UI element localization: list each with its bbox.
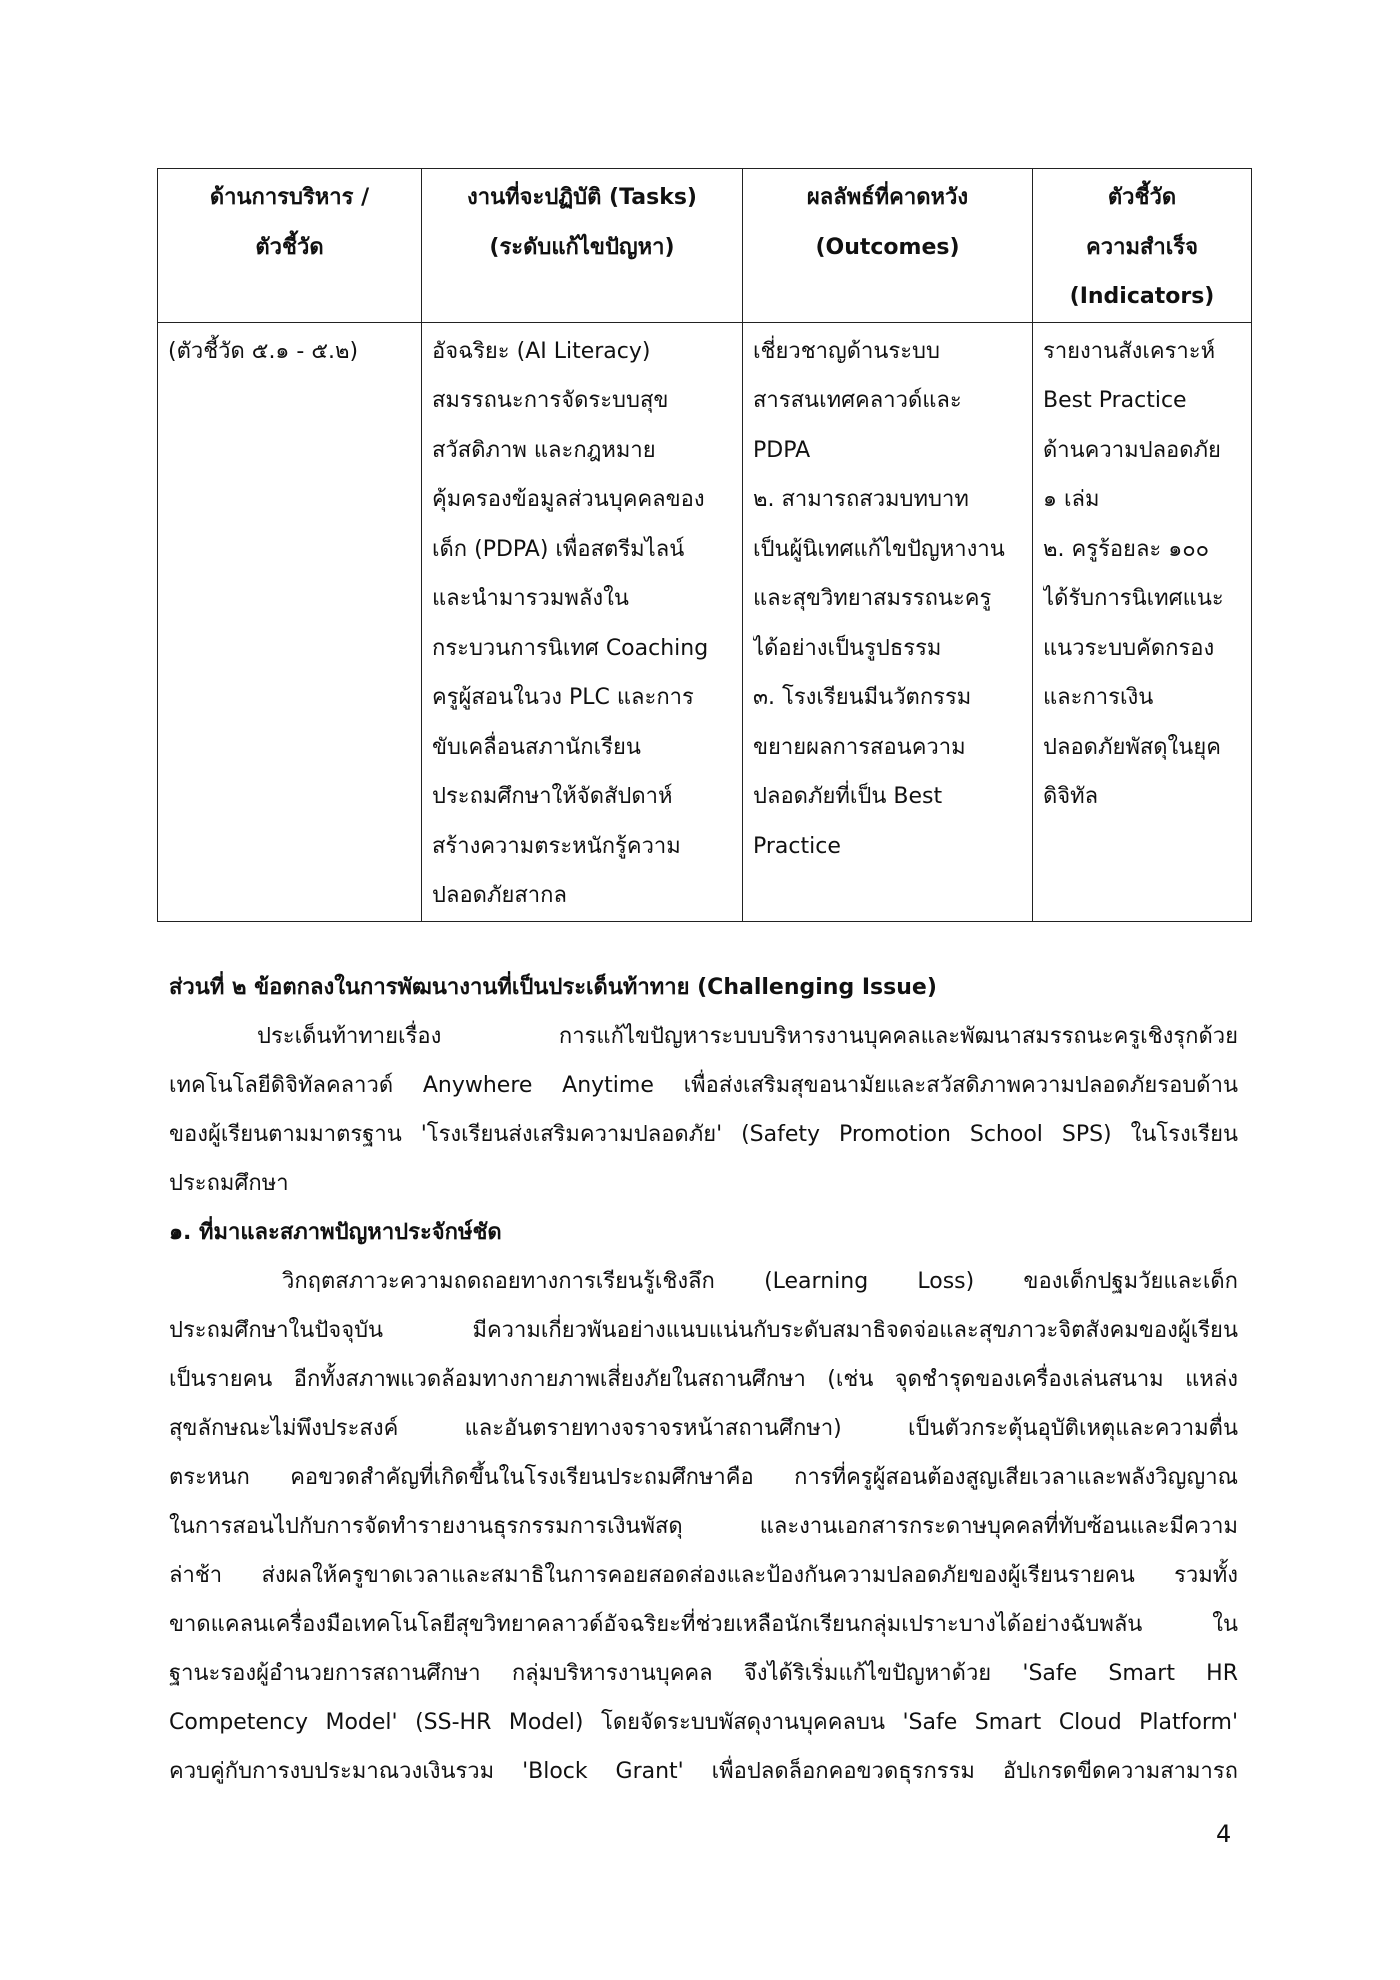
cell-text-line: เชี่ยวชาญด้านระบบ bbox=[753, 338, 940, 364]
subsection-1-line: ตระหนก คอขวดสำคัญที่เกิดขึ้นในโรงเรียนประถมศึกษาคือ การที่ครูผู้สอนต้องสูญเสียเวลาและพลังวิญญาณ bbox=[169, 1465, 1238, 1490]
subsection-1-line: เป็นรายคน อีกทั้งสภาพแวดล้อมทางกายภาพเสี่ยงภัยในสถานศึกษา (เช่น จุดชำรุดของเครื่องเล่นสนาม แหล่ง bbox=[169, 1367, 1238, 1392]
header-cell-outcomes bbox=[743, 169, 1033, 323]
cell-text-line: สารสนเทศคลาวด์และ bbox=[753, 388, 962, 413]
cell-text-line: ตัวชี้วัด bbox=[255, 234, 324, 260]
cell-text-line: แนวระบบคัดกรอง bbox=[1043, 635, 1215, 661]
cell-text-line: ตัวชี้วัด bbox=[1107, 185, 1177, 210]
subsection-1-line: วิกฤตสภาวะความถดถอยทางการเรียนรู้เชิงลึก (Learning Loss) ของเด็กปฐมวัยและเด็ก bbox=[282, 1269, 1238, 1294]
cell-text-line: สร้างความตระหนักรู้ความ bbox=[432, 833, 681, 859]
subsection-1-line: สุขลักษณะไม่พึงประสงค์ และอันตรายทางจราจรหน้าสถานศึกษา) เป็นตัวกระตุ้นอุบัติเหตุและความตื่น bbox=[169, 1416, 1238, 1441]
section-2-line: เทคโนโลยีดิจิทัลคลาวด์ Anywhere Anytime เพื่อส่งเสริมสุขอนามัยและสวัสดิภาพความปลอดภัยรอบด้าน bbox=[169, 1073, 1238, 1098]
subsection-1-line: ประถมศึกษาในปัจจุบัน มีความเกี่ยวพันอย่างแนบแน่นกับระดับสมาธิจดจ่อและสุขภาวะจิตสังคมของผู้เรียน bbox=[169, 1318, 1238, 1343]
subsection-1-line: ขาดแคลนเครื่องมือเทคโนโลยีสุขวิทยาคลาวด์อัจฉริยะที่ช่วยเหลือนักเรียนกลุ่มเปราะบางได้อย่างฉับพลัน ใน bbox=[169, 1612, 1238, 1637]
cell-text-line: ปลอดภัยสากล bbox=[432, 883, 567, 908]
cell-text-line: ปลอดภัยพัสดุในยุค bbox=[1043, 734, 1221, 760]
cell-text-line: Practice bbox=[753, 833, 841, 859]
cell-text-line: กระบวนการนิเทศ Coaching bbox=[432, 635, 709, 661]
cell-text-line: รายงานสังเคราะห์ bbox=[1043, 338, 1216, 364]
cell-text-line: (ระดับแก้ไขปัญหา) bbox=[489, 234, 675, 260]
cell-text-line: ด้านการบริหาร / bbox=[209, 185, 370, 210]
section-2-line: ประเด็นท้าทายเรื่อง การแก้ไขปัญหาระบบบริหารงานบุคคลและพัฒนาสมรรถนะครูเชิงรุกด้วย bbox=[257, 1024, 1238, 1049]
cell-text-line: ๒. ครูร้อยละ ๑๐๐ bbox=[1043, 536, 1210, 562]
cell-text-line: สมรรถนะการจัดระบบสุข bbox=[432, 388, 669, 413]
cell-text-line: ครูผู้สอนในวง PLC และการ bbox=[432, 685, 694, 710]
cell-text-line: ได้รับการนิเทศแนะ bbox=[1043, 586, 1224, 611]
cell-tasks bbox=[422, 322, 743, 921]
cell-text-line: คุ้มครองข้อมูลส่วนบุคคลของ bbox=[432, 487, 705, 512]
cell-text-line: สวัสดิภาพ และกฎหมาย bbox=[432, 437, 656, 463]
header-cell-admin-area bbox=[158, 169, 422, 323]
cell-text-line: ได้อย่างเป็นรูปธรรม bbox=[753, 635, 942, 661]
cell-text-line: ๓. โรงเรียนมีนวัตกรรม bbox=[753, 685, 972, 710]
page-number: 4 bbox=[1216, 1820, 1232, 1848]
subsection-1-line: ล่าช้า ส่งผลให้ครูขาดเวลาและสมาธิในการคอยสอดส่องและป้องกันความปลอดภัยของผู้เรียนรายคน รวมทั้ง bbox=[169, 1563, 1238, 1588]
cell-text-line: และสุขวิทยาสมรรถนะครู bbox=[753, 586, 992, 611]
cell-text-line: (Outcomes) bbox=[815, 234, 960, 260]
cell-text-line: งานที่จะปฏิบัติ (Tasks) bbox=[467, 185, 697, 210]
cell-text-line: ดิจิทัล bbox=[1043, 784, 1099, 809]
table-header-row bbox=[158, 169, 1252, 323]
cell-text-line: อัจฉริยะ (AI Literacy) bbox=[432, 338, 651, 364]
cell-text-line: ๑ เล่ม bbox=[1043, 487, 1100, 512]
cell-text-line: (Indicators) bbox=[1069, 284, 1215, 309]
cell-text-line: และการเงิน bbox=[1043, 685, 1154, 710]
cell-text-line: ๒. สามารถสวมบทบาท bbox=[753, 487, 969, 512]
cell-text-line: Best Practice bbox=[1043, 388, 1187, 413]
cell-text-line: ความสำเร็จ bbox=[1086, 234, 1198, 260]
table-row bbox=[158, 322, 1252, 921]
cell-text-line: และนำมารวมพลังใน bbox=[432, 586, 629, 611]
cell-text-line: เด็ก (PDPA) เพื่อสตรีมไลน์ bbox=[432, 536, 685, 562]
cell-text-line: ขยายผลการสอนความ bbox=[753, 734, 966, 760]
section-2-line: ของผู้เรียนตามมาตรฐาน 'โรงเรียนส่งเสริมความปลอดภัย' (Safety Promotion School SPS) ในโรงเรียน bbox=[169, 1122, 1238, 1147]
header-cell-tasks bbox=[422, 169, 743, 323]
cell-text-line: ขับเคลื่อนสภานักเรียน bbox=[432, 734, 641, 760]
cell-indicator-ref bbox=[158, 322, 422, 921]
cell-text-line: PDPA bbox=[753, 437, 811, 463]
subsection-1-heading: ๑. ที่มาและสภาพปัญหาประจักษ์ชัด bbox=[169, 1220, 502, 1245]
subsection-1-line: ควบคู่กับการงบประมาณวงเงินรวม 'Block Grant' เพื่อปลดล็อกคอขวดธุรกรรม อัปเกรดขีดความสามารถ bbox=[169, 1759, 1238, 1784]
subsection-1-line: ในการสอนไปกับการจัดทำรายงานธุรกรรมการเงินพัสดุ และงานเอกสารกระดาษบุคคลที่ทับซ้อนและมีความ bbox=[169, 1514, 1238, 1539]
cell-text-line: ประถมศึกษาให้จัดสัปดาห์ bbox=[432, 784, 673, 809]
cell-text-line: ผลลัพธ์ที่คาดหวัง bbox=[806, 185, 969, 210]
task-plan-table bbox=[157, 168, 1252, 922]
cell-outcomes bbox=[743, 322, 1033, 921]
subsection-1-line: ฐานะรองผู้อำนวยการสถานศึกษา กลุ่มบริหารงานบุคคล จึงได้ริเริ่มแก้ไขปัญหาด้วย 'Safe Smart HR bbox=[169, 1661, 1238, 1686]
cell-success-indicators bbox=[1033, 322, 1252, 921]
header-cell-indicators bbox=[1033, 169, 1252, 323]
section-2-line: ประถมศึกษา bbox=[169, 1171, 289, 1196]
cell-text-line: ปลอดภัยที่เป็น Best bbox=[753, 784, 943, 809]
cell-text-line: (ตัวชี้วัด ๕.๑ - ๕.๒) bbox=[168, 338, 359, 364]
section-2-heading: ส่วนที่ ๒ ข้อตกลงในการพัฒนางานที่เป็นประเด็นท้าทาย (Challenging Issue) bbox=[169, 975, 937, 1000]
cell-text-line: ด้านความปลอดภัย bbox=[1043, 437, 1221, 463]
subsection-1-line: Competency Model' (SS-HR Model) โดยจัดระบบพัสดุงานบุคคลบน 'Safe Smart Cloud Platform' bbox=[169, 1710, 1238, 1735]
cell-text-line: เป็นผู้นิเทศแก้ไขปัญหางาน bbox=[753, 536, 1005, 562]
